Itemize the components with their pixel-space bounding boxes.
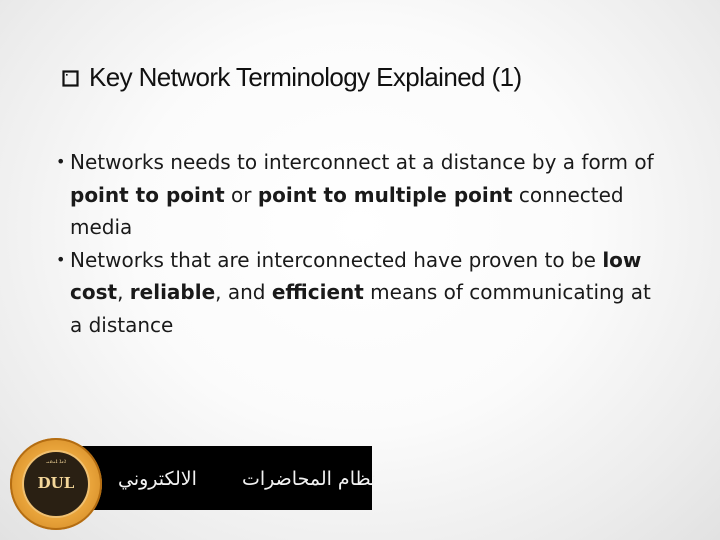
bullet-segment: means of communicating at a distance [70,280,651,337]
bullet-segment-bold: reliable [129,280,216,304]
bullet-segment: connected media [70,182,624,239]
footer-text-electronic: الالكتروني [118,468,197,490]
bullet-text [70,150,654,239]
bullet-segment: , [117,280,130,304]
slide-title [62,62,522,93]
bullet-segment-bold: efficient [271,280,364,304]
bullet-segment: Networks needs to interconnect at a distance by a form of [70,150,654,174]
bullet-dot: • [56,249,66,269]
bullet-segment: , and [215,280,272,304]
bullet-item [56,244,666,342]
bullet-segment-bold: point to point [70,182,225,207]
footer-text-lecture-system: نظام المحاضرات [242,468,377,490]
bullet-dot: • [56,152,66,171]
bullet-list [56,146,666,341]
logo-emblem [24,452,88,516]
slide-title-text: Key Network Terminology Explained (1) [89,62,522,92]
logo-top-text: ܐܢܐ ܐܝܬܝ [46,458,66,465]
bullet-item [56,146,666,244]
university-logo [10,438,102,530]
bullet-text [70,248,651,337]
bullet-segment: or [224,182,258,207]
bullet-segment-bold: point to multiple point [257,182,513,207]
logo-mid-text: DUL [37,474,75,492]
bullet-segment: Networks that are interconnected have proven to be [70,247,603,272]
bullet-segment-bold: low cost [70,247,642,304]
checkbox-icon [62,70,79,87]
